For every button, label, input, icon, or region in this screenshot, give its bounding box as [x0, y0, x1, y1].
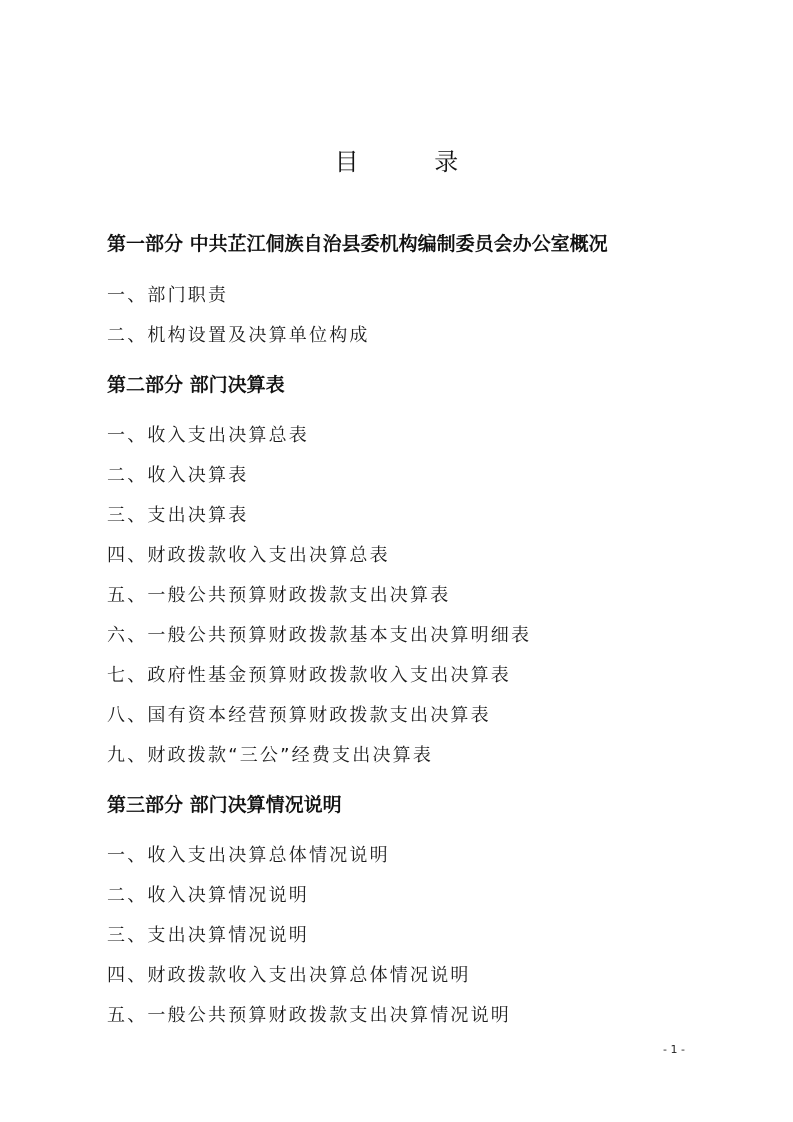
toc-item-part1-2: 二、机构设置及决算单位构成: [107, 325, 370, 346]
toc-item-part3-1: 一、收入支出决算总体情况说明: [107, 845, 390, 866]
toc-item-part2-9: 九、财政拨款“三公”经费支出决算表: [107, 745, 434, 766]
section-heading-part3: 第三部分 部门决算情况说明: [107, 794, 342, 816]
toc-item-part2-3: 三、支出决算表: [107, 505, 249, 526]
toc-item-part2-2: 二、收入决算表: [107, 465, 249, 486]
toc-item-part2-8: 八、国有资本经营预算财政拨款支出决算表: [107, 705, 491, 726]
toc-item-part1-1: 一、部门职责: [107, 285, 229, 306]
toc-item-part2-1: 一、收入支出决算总表: [107, 425, 309, 446]
toc-item-part3-5: 五、一般公共预算财政拨款支出决算情况说明: [107, 1005, 511, 1026]
toc-item-part3-4: 四、财政拨款收入支出决算总体情况说明: [107, 965, 471, 986]
toc-item-part2-6: 六、一般公共预算财政拨款基本支出决算明细表: [107, 625, 532, 646]
toc-item-part2-7: 七、政府性基金预算财政拨款收入支出决算表: [107, 665, 511, 686]
toc-item-part3-2: 二、收入决算情况说明: [107, 885, 309, 906]
section-heading-part2: 第二部分 部门决算表: [107, 374, 285, 396]
toc-item-part3-3: 三、支出决算情况说明: [107, 925, 309, 946]
toc-item-part2-4: 四、财政拨款收入支出决算总表: [107, 545, 390, 566]
section-heading-part1: 第一部分 中共芷江侗族自治县委机构编制委员会办公室概况: [107, 233, 608, 255]
page-title: 目 录: [334, 148, 493, 176]
toc-item-part2-5: 五、一般公共预算财政拨款支出决算表: [107, 585, 451, 606]
page-number: - 1 -: [663, 1043, 685, 1056]
